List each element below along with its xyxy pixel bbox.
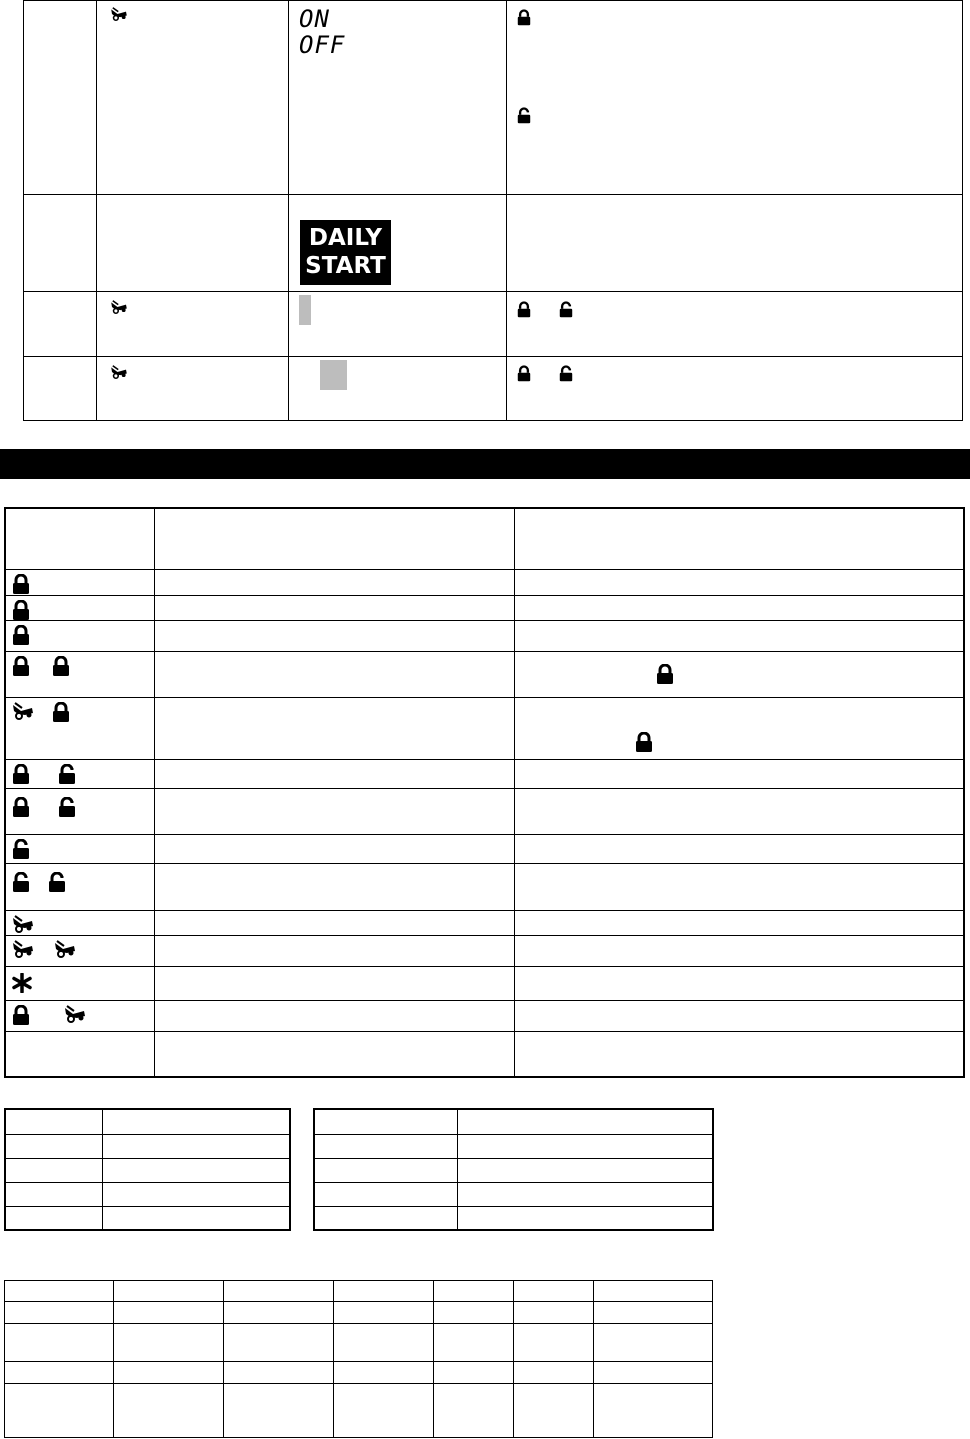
cell (5, 1324, 114, 1362)
cell (514, 863, 964, 910)
table-row (5, 759, 964, 788)
cell (434, 1362, 514, 1384)
cell (594, 1362, 713, 1384)
lock-icon (12, 625, 30, 645)
lock-icon (12, 574, 30, 594)
table-row (314, 1134, 713, 1158)
top-row (24, 292, 963, 357)
cell (154, 863, 514, 910)
table-row (5, 1031, 964, 1077)
car-icon (110, 300, 128, 314)
cell (514, 1000, 964, 1031)
cell (514, 1031, 964, 1077)
cell (114, 1384, 224, 1438)
table-row (5, 569, 964, 595)
unlock-icon (559, 365, 573, 382)
unlock-icon (58, 797, 76, 817)
table-row (5, 595, 964, 620)
table-row (5, 1206, 290, 1230)
lock-icon (12, 797, 30, 817)
table-row (5, 935, 964, 966)
cell (102, 1206, 290, 1230)
table-row (5, 651, 964, 697)
lock-icon (517, 9, 531, 26)
cell (24, 357, 97, 421)
cell (334, 1302, 434, 1324)
cell (514, 759, 964, 788)
table-row (5, 1134, 290, 1158)
badge-line: DAILY (308, 225, 383, 251)
cell (289, 357, 507, 421)
cell (224, 1302, 334, 1324)
cell (24, 1, 97, 195)
cell (514, 1302, 594, 1324)
car-icon (110, 7, 128, 21)
table-row (314, 1109, 713, 1134)
cell (5, 759, 154, 788)
lock-icon (12, 600, 30, 620)
car-icon (110, 365, 128, 379)
cell (334, 1362, 434, 1384)
cell (102, 1134, 290, 1158)
cell (514, 595, 964, 620)
top-row (24, 1, 963, 195)
table-row (5, 1109, 290, 1134)
cell (314, 1182, 457, 1206)
gray-segment (299, 295, 311, 325)
cell (5, 651, 154, 697)
cell (154, 1000, 514, 1031)
lock-icon (12, 656, 30, 676)
lock-icon (52, 702, 70, 722)
cell (114, 1324, 224, 1362)
cell (5, 1206, 102, 1230)
gray-segment (320, 360, 347, 390)
cell (507, 195, 963, 292)
table-row (5, 1324, 713, 1362)
cell (154, 1031, 514, 1077)
cell (154, 910, 514, 935)
cell (154, 788, 514, 834)
cell (5, 1182, 102, 1206)
cell (5, 569, 154, 595)
cell (434, 1324, 514, 1362)
icon-function-table (4, 507, 965, 1078)
cell (514, 834, 964, 863)
cell (334, 1384, 434, 1438)
cell (97, 292, 289, 357)
cell (514, 1324, 594, 1362)
cell (97, 357, 289, 421)
cell (5, 1158, 102, 1182)
cell (5, 788, 154, 834)
unlock-icon (517, 107, 531, 124)
car-icon (12, 915, 34, 933)
cell (289, 292, 507, 357)
cell (5, 1302, 114, 1324)
cell (507, 292, 963, 357)
table-row (5, 1182, 290, 1206)
cell (594, 1324, 713, 1362)
cell (514, 935, 964, 966)
cell (154, 620, 514, 651)
table-row (5, 1362, 713, 1384)
car-icon (12, 940, 34, 958)
unlock-icon (559, 301, 573, 318)
cell (154, 759, 514, 788)
table-row (5, 863, 964, 910)
lock-icon (656, 664, 674, 684)
cell (5, 1281, 114, 1302)
table-row (5, 1158, 290, 1182)
cell (5, 1109, 102, 1134)
table-row (5, 788, 964, 834)
cell (5, 910, 154, 935)
cell (5, 620, 154, 651)
cell (514, 788, 964, 834)
cell (457, 1182, 713, 1206)
cell (507, 357, 963, 421)
bottom-grid-table (4, 1280, 713, 1438)
small-table-right (313, 1108, 714, 1231)
star-icon (12, 973, 32, 993)
daily-start-badge (300, 220, 391, 285)
lcd-on-text: ON (299, 5, 330, 33)
table-row (5, 620, 964, 651)
car-icon (12, 702, 34, 720)
cell (514, 910, 964, 935)
cell (314, 1158, 457, 1182)
table-row (5, 697, 964, 759)
cell (289, 195, 507, 292)
table-row (314, 1182, 713, 1206)
cell (154, 935, 514, 966)
lock-icon (635, 732, 653, 752)
cell (514, 697, 964, 759)
lock-icon (517, 301, 531, 318)
unlock-icon (58, 764, 76, 784)
cell (434, 1384, 514, 1438)
cell (154, 651, 514, 697)
cell (434, 1281, 514, 1302)
unlock-icon (12, 872, 30, 892)
cell (5, 1031, 154, 1077)
cell (224, 1281, 334, 1302)
cell (314, 1134, 457, 1158)
cell (514, 508, 964, 569)
table-row (5, 966, 964, 1000)
cell (154, 697, 514, 759)
lock-icon (12, 1005, 30, 1025)
cell (102, 1109, 290, 1134)
cell (514, 1362, 594, 1384)
cell (102, 1182, 290, 1206)
cell (5, 935, 154, 966)
cell (5, 1000, 154, 1031)
cell (5, 508, 154, 569)
cell (5, 966, 154, 1000)
cell (154, 595, 514, 620)
cell (594, 1384, 713, 1438)
table-row (5, 910, 964, 935)
top-row (24, 357, 963, 421)
cell (154, 508, 514, 569)
cell (224, 1362, 334, 1384)
cell (5, 595, 154, 620)
table-row (5, 1384, 713, 1438)
section-header-bar (0, 449, 970, 479)
cell (514, 1281, 594, 1302)
header-row (5, 508, 964, 569)
cell (24, 292, 97, 357)
cell (334, 1324, 434, 1362)
table-row (314, 1158, 713, 1182)
table-row (5, 834, 964, 863)
car-icon (54, 940, 76, 958)
top-table (23, 0, 963, 421)
cell (5, 1362, 114, 1384)
cell (514, 651, 964, 697)
car-icon (64, 1005, 86, 1023)
lcd-off-text: OFF (299, 31, 346, 59)
table-row (314, 1206, 713, 1230)
cell (97, 1, 289, 195)
cell (514, 1384, 594, 1438)
cell (5, 834, 154, 863)
cell (594, 1302, 713, 1324)
cell (314, 1206, 457, 1230)
lock-icon (12, 764, 30, 784)
cell (114, 1362, 224, 1384)
cell (289, 1, 507, 195)
cell (154, 834, 514, 863)
cell (5, 863, 154, 910)
cell (5, 1134, 102, 1158)
cell (457, 1158, 713, 1182)
table-row (5, 1000, 964, 1031)
unlock-icon (48, 872, 66, 892)
cell (334, 1281, 434, 1302)
cell (224, 1324, 334, 1362)
badge-line: START (305, 253, 386, 279)
cell (314, 1109, 457, 1134)
cell (24, 195, 97, 292)
cell (224, 1384, 334, 1438)
cell (154, 569, 514, 595)
lock-icon (52, 656, 70, 676)
cell (97, 195, 289, 292)
cell (154, 966, 514, 1000)
cell (514, 966, 964, 1000)
cell (457, 1109, 713, 1134)
cell (434, 1302, 514, 1324)
cell (514, 569, 964, 595)
table-row (5, 1281, 713, 1302)
cell (102, 1158, 290, 1182)
cell (5, 697, 154, 759)
cell (457, 1134, 713, 1158)
cell (114, 1281, 224, 1302)
top-row (24, 195, 963, 292)
cell (457, 1206, 713, 1230)
cell (594, 1281, 713, 1302)
cell (5, 1384, 114, 1438)
cell (114, 1302, 224, 1324)
small-table-left (4, 1108, 291, 1231)
cell (514, 620, 964, 651)
lock-icon (517, 365, 531, 382)
unlock-icon (12, 839, 30, 859)
cell (507, 1, 963, 195)
table-row (5, 1302, 713, 1324)
